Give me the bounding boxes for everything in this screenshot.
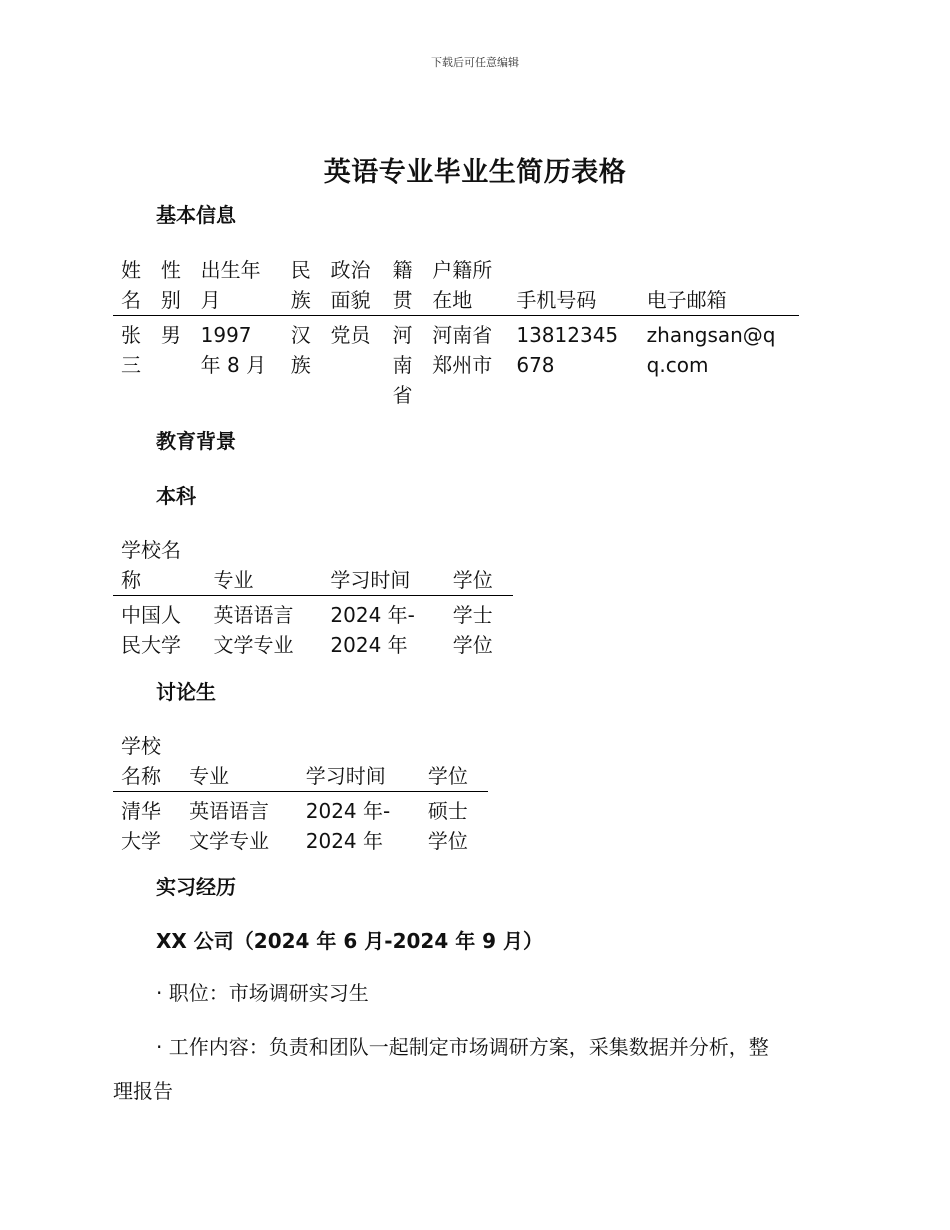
column-header: 学位 [445, 535, 513, 596]
table-row [113, 596, 513, 661]
column-header: 手机号码 [508, 255, 638, 316]
table-header-row [113, 535, 513, 596]
column-header: 民 族 [283, 255, 323, 316]
subheading-bachelor: 本科 [156, 484, 196, 508]
table-cell: 河南省 郑州市 [432, 323, 493, 377]
table-cell: zhangsan@q q.com [646, 323, 776, 377]
column-header: 专业 [206, 535, 323, 596]
table-cell: 党员 [330, 323, 371, 347]
internship-duties-line1: · 工作内容：负责和团队一起制定市场调研方案，采集数据并分析，整 [156, 1035, 769, 1059]
table-cell: 2024 年- 2024 年 [330, 603, 415, 657]
column-header: 性 别 [153, 255, 193, 316]
column-header: 学习时间 [298, 731, 420, 792]
table-cell: 男 [160, 323, 181, 347]
table-cell: 英语语言 文学专业 [189, 799, 270, 853]
table-cell: 清华 大学 [121, 799, 161, 853]
column-header: 籍 贯 [384, 255, 424, 316]
column-header: 学校名 称 [113, 535, 206, 596]
section-heading-education: 教育背景 [156, 429, 236, 453]
table-cell: 2024 年- 2024 年 [305, 799, 391, 853]
table-header-row [113, 255, 799, 316]
table-row [113, 316, 799, 411]
column-header: 学位 [420, 731, 488, 792]
basic-info-table [113, 255, 799, 410]
subheading-graduate: 讨论生 [156, 680, 216, 704]
column-header: 出生年 月 [193, 255, 283, 316]
document-title: 英语专业毕业生简历表格 [323, 157, 627, 188]
header-note: 下载后可任意编辑 [431, 56, 519, 69]
table-cell: 学士 学位 [452, 603, 493, 657]
table-cell: 张 三 [121, 323, 141, 377]
section-heading-basic-info: 基本信息 [156, 203, 236, 227]
table-row [113, 792, 488, 857]
column-header: 政治 面貌 [323, 255, 385, 316]
table-cell: 硕士 学位 [427, 799, 468, 853]
internship-company: XX 公司（2024 年 6 月-2024 年 9 月） [156, 929, 544, 953]
table-cell: 英语语言 文学专业 [213, 603, 294, 657]
table-cell: 汉 族 [290, 323, 311, 377]
internship-duties-line2: 理报告 [113, 1079, 173, 1103]
column-header: 户籍所 在地 [424, 255, 508, 316]
column-header: 电子邮箱 [639, 255, 799, 316]
bachelor-table [113, 535, 513, 660]
column-header: 专业 [181, 731, 298, 792]
table-cell: 1997 年 8 月 [200, 323, 267, 377]
graduate-table [113, 731, 488, 856]
section-heading-internship: 实习经历 [156, 875, 236, 899]
column-header: 姓 名 [113, 255, 153, 316]
table-header-row [113, 731, 488, 792]
table-cell: 中国人 民大学 [121, 603, 181, 657]
internship-position: · 职位：市场调研实习生 [156, 981, 369, 1005]
column-header: 学校 名称 [113, 731, 181, 792]
table-cell: 河 南 省 [392, 323, 413, 407]
table-cell: 13812345 678 [516, 323, 619, 377]
column-header: 学习时间 [322, 535, 444, 596]
